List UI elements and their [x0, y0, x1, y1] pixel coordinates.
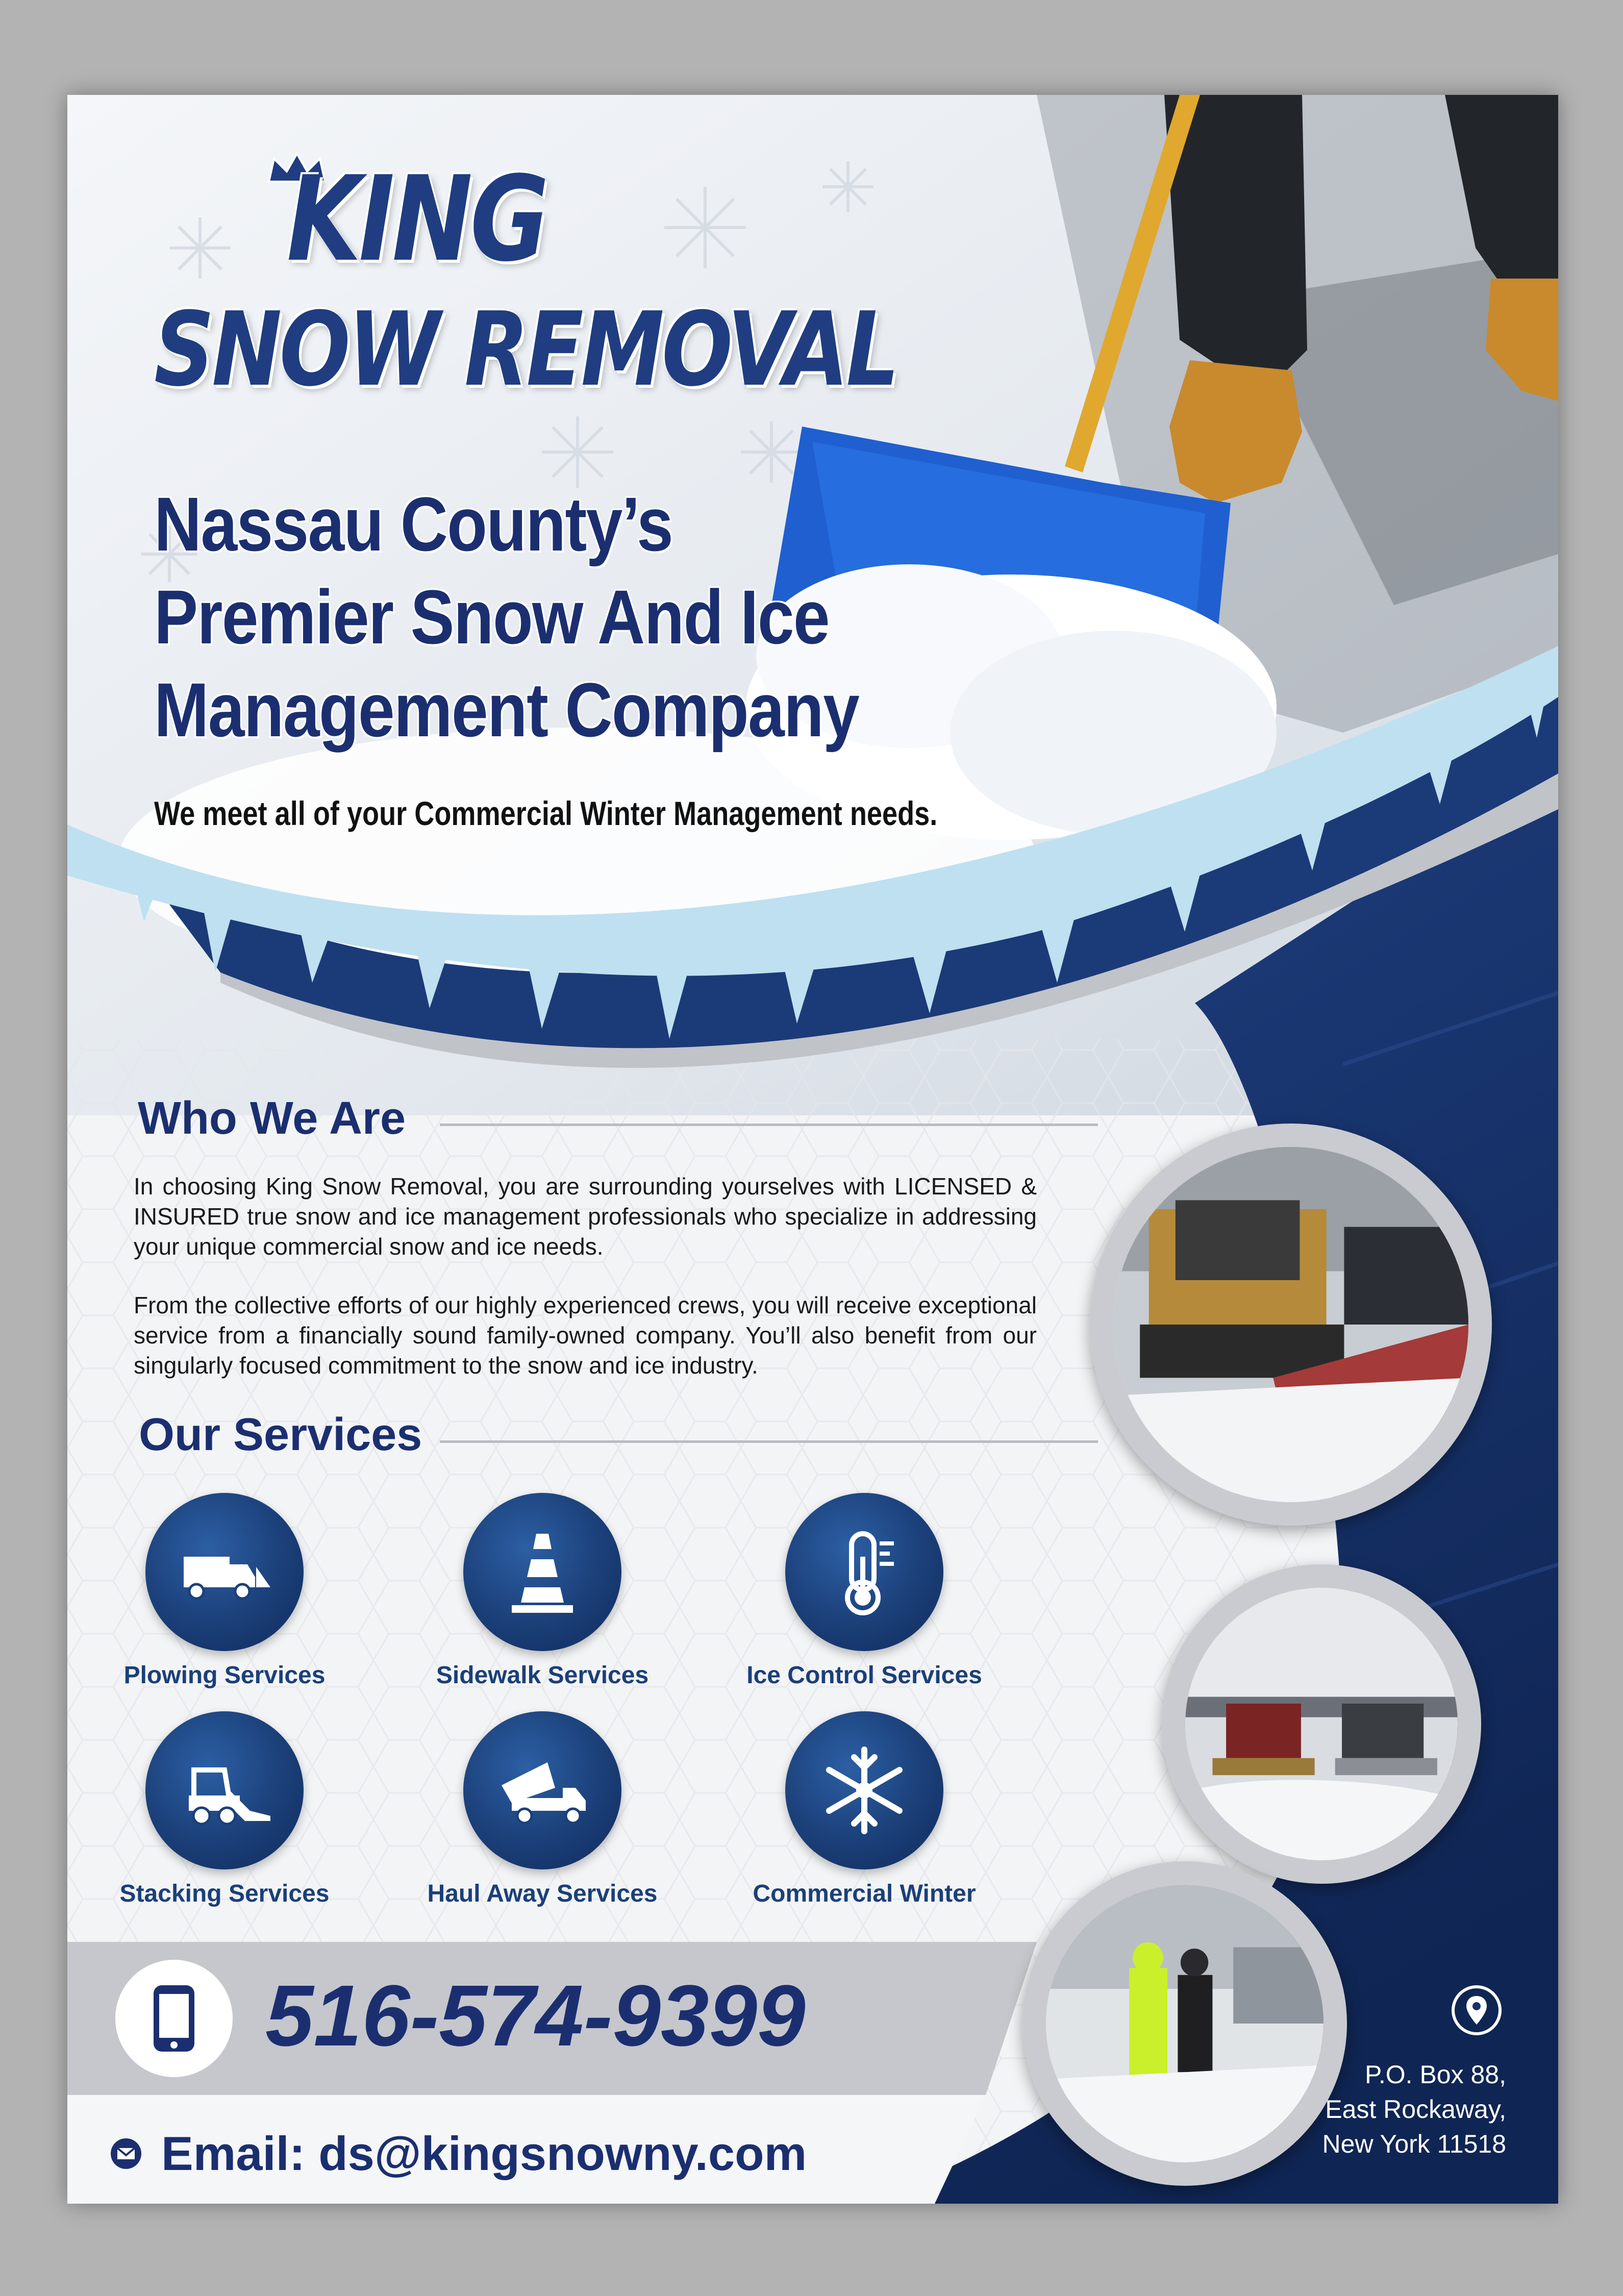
dump-truck-icon	[491, 1739, 593, 1841]
who-we-are-paragraph-2: From the collective efforts of our highly experienced crews, you will receive exceptional service from a financially sound family-owned company. You’ll also benefit from our singularly focused commitment to the snow and ice industry.	[134, 1292, 1037, 1379]
service-label-plowing: Plowing Services	[123, 1662, 326, 1689]
headline-line-3: Management Company	[154, 667, 859, 753]
service-plowing	[145, 1493, 304, 1651]
email-address[interactable]: Email: ds@kingsnowny.com	[161, 2127, 807, 2180]
service-ice-control	[785, 1493, 943, 1651]
phone-icon-badge	[115, 1960, 233, 2077]
mobile-phone-icon	[151, 1983, 197, 2054]
address-line-3: New York 11518	[1322, 2130, 1506, 2158]
traffic-cone-icon	[491, 1521, 593, 1623]
headline-line-1: Nassau County’s	[154, 481, 673, 567]
mailing-address	[1292, 2057, 1506, 2161]
map-pin-icon	[1451, 1985, 1502, 2036]
address-line-2: East Rockaway,	[1325, 2095, 1506, 2124]
service-commercial-winter	[785, 1711, 943, 1869]
who-we-are-title: Who We Are	[138, 1093, 406, 1144]
service-label-ice-control: Ice Control Services	[746, 1662, 982, 1689]
snowflake-icon	[813, 1739, 915, 1841]
flyer	[67, 95, 1558, 2204]
who-we-are-rule	[440, 1124, 1098, 1126]
service-label-commercial-winter: Commercial Winter	[753, 1880, 976, 1907]
service-sidewalk	[463, 1493, 621, 1651]
envelope-icon	[109, 2137, 143, 2170]
plow-truck-icon	[173, 1521, 276, 1623]
service-label-haul-away: Haul Away Services	[427, 1880, 658, 1907]
thermometer-icon	[813, 1521, 915, 1623]
hero-subheadline: We meet all of your Commercial Winter Management needs.	[154, 794, 938, 832]
photo-plow-trucks	[1162, 1564, 1481, 1884]
service-stacking	[145, 1711, 304, 1869]
our-services-title: Our Services	[139, 1409, 422, 1460]
logo-line-1: KING	[287, 152, 547, 288]
service-label-sidewalk: Sidewalk Services	[436, 1662, 649, 1689]
service-label-stacking: Stacking Services	[119, 1880, 330, 1907]
phone-number[interactable]: 516-574-9399	[265, 1967, 806, 2064]
our-services-rule	[440, 1440, 1098, 1443]
service-haul-away	[463, 1711, 621, 1869]
photo-skid-steer-plow	[1090, 1124, 1492, 1526]
logo-line-2: SNOW REMOVAL	[154, 290, 897, 409]
hero-headline	[154, 478, 900, 756]
address-line-1: P.O. Box 88,	[1364, 2060, 1506, 2089]
skid-steer-icon	[173, 1739, 276, 1841]
headline-line-2: Premier Snow And Ice	[154, 574, 829, 660]
who-we-are-paragraph-1: In choosing King Snow Removal, you are surrounding yourselves with LICENSED & INSURED true snow and ice management professionals who specialize in addressing your unique commercial snow and ice needs.	[134, 1173, 1037, 1260]
